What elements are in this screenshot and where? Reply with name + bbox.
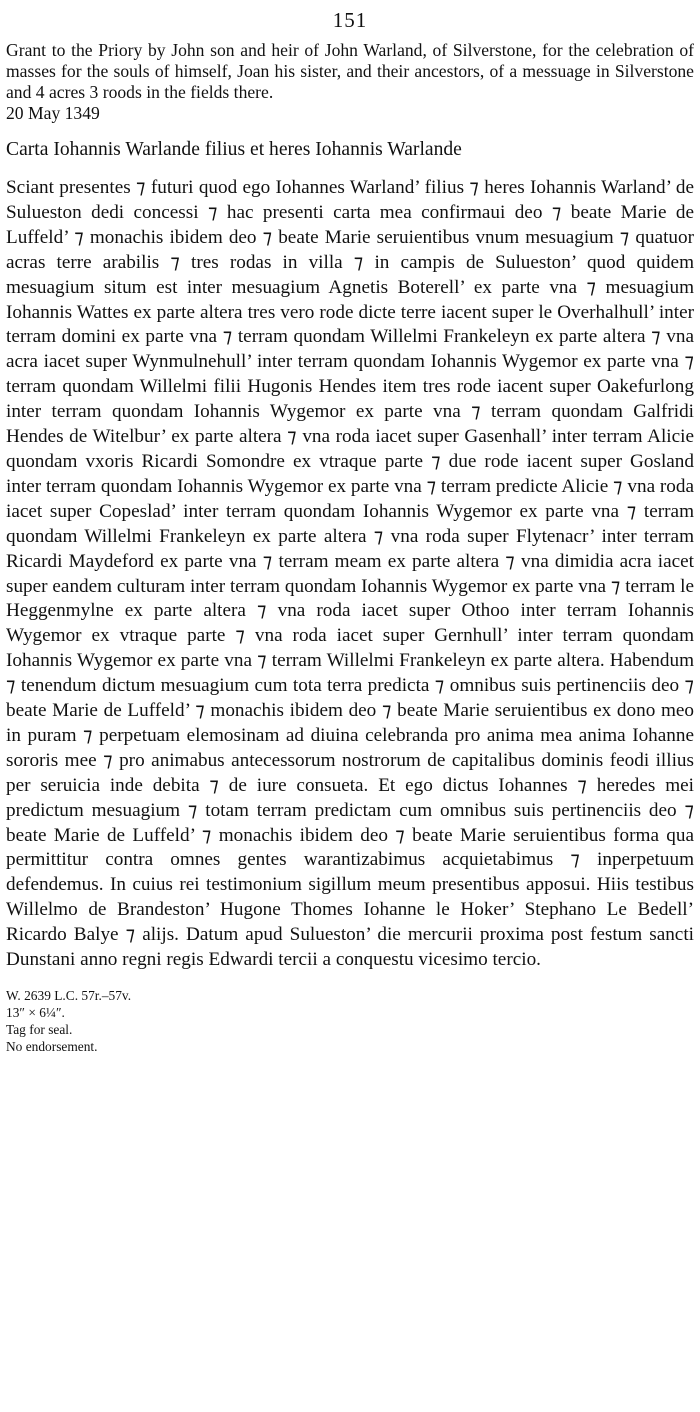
seal-note: Tag for seal.	[6, 1022, 73, 1037]
archival-notes	[6, 987, 694, 1055]
page-number: 151	[332, 8, 368, 32]
charter-title: Carta Iohannis Warlande filius et heres Iohannis Warlande	[6, 139, 462, 160]
grant-summary: Grant to the Priory by John son and heir of John Warland, of Silverstone, for the celebration of masses for the souls of himself, Joan his sister, and their ancestors, of a messuage in Silverstone and 4 acres 3 roods in the fields there.	[6, 40, 694, 102]
charter-body: Sciant presentes ⁊ futuri quod ego Iohannes Warland’ filius ⁊ heres Iohannis Warland’ de Sulueston dedi concessi ⁊ hac presenti carta mea confirmaui deo ⁊ beate Marie de Luffeld’ ⁊ monachis ibidem deo ⁊ beate Marie seruientibus vnum mesuagium ⁊ quatuor acras terre arabilis ⁊ tres rodas in villa ⁊ in campis de Sulueston’ quod quidem mesuagium situm est inter mesuagium Agnetis Boterell’ ex parte vna ⁊ mesuagium Iohannis Wattes ex parte altera tres vero rode dicte terre iacent super le Overhalhull’ inter terram domini ex parte vna ⁊ terram quondam Willelmi Frankeleyn ex parte altera ⁊ vna acra iacet super Wynmulnehull’ inter terram quondam Iohannis Wygemor ex parte vna ⁊ terram quondam Willelmi filii Hugonis Hendes item tres rode iacent super Oakefurlong inter terram quondam Iohannis Wygemor ex parte vna ⁊ terram quondam Galfridi Hendes de Witelbur’ ex parte altera ⁊ vna roda iacet super Gasenhall’ inter terram Alicie quondam vxoris Ricardi Somondre ex vtraque parte ⁊ due rode iacent super Gosland inter terram quondam Iohannis Wygemor ex parte vna ⁊ terram predicte Alicie ⁊ vna roda iacet super Copeslad’ inter terram quondam Iohannis Wygemor ex parte vna ⁊ terram quondam Willelmi Frankeleyn ex parte altera ⁊ vna roda super Flytenacr’ inter terram Ricardi Maydeford ex parte vna ⁊ terram meam ex parte altera ⁊ vna dimidia acra iacet super eandem culturam inter terram quondam Iohannis Wygemor ex parte vna ⁊ terram le Heggenmylne ex parte altera ⁊ vna roda iacet super Othoo inter terram Iohannis Wygemor ex vtraque parte ⁊ vna roda iacet super Gernhull’ inter terram quondam Iohannis Wygemor ex parte vna ⁊ terram Willelmi Frankeleyn ex parte altera. Habendum ⁊ tenendum dictum mesuagium cum tota terra predicta ⁊ omnibus suis pertinenciis deo ⁊ beate Marie de Luffeld’ ⁊ monachis ibidem deo ⁊ beate Marie seruientibus ex dono meo in puram ⁊ perpetuam elemosinam ad diuina celebranda pro anima mea anima Iohanne sororis mee ⁊ pro animabus antecessorum nostrorum de capitalibus dominis feodi illius per seruicia inde debita ⁊ de iure consueta. Et ego dictus Iohannes ⁊ heredes mei predictum mesuagium ⁊ totam terram predictam cum omnibus suis pertinenciis deo ⁊ beate Marie de Luffeld’ ⁊ monachis ibidem deo ⁊ beate Marie seruientibus forma qua permittitur contra omnes gentes warantizabimus acquietabimus ⁊ inperpetuum defendemus. In cuius rei testimonium sigillum meum presentibus apposui. Hiis testibus Willelmo de Brandeston’ Hugone Thomes Iohanne le Hoker’ Stephano Le Bedell’ Ricardo Balye ⁊ alijs. Datum apud Sulueston’ die mercurii proxima post festum sancti Dunstani anno regni regis Edwardi tercii a conquestu vicesimo tercio.	[6, 177, 694, 971]
grant-date: 20 May 1349	[6, 103, 100, 123]
document-page	[6, 0, 694, 1055]
reference-note: W. 2639 L.C. 57r.–57v.	[6, 988, 132, 1003]
dimensions-note: 13″ × 6¼″.	[6, 1005, 65, 1020]
endorsement-note: No endorsement.	[6, 1039, 98, 1054]
